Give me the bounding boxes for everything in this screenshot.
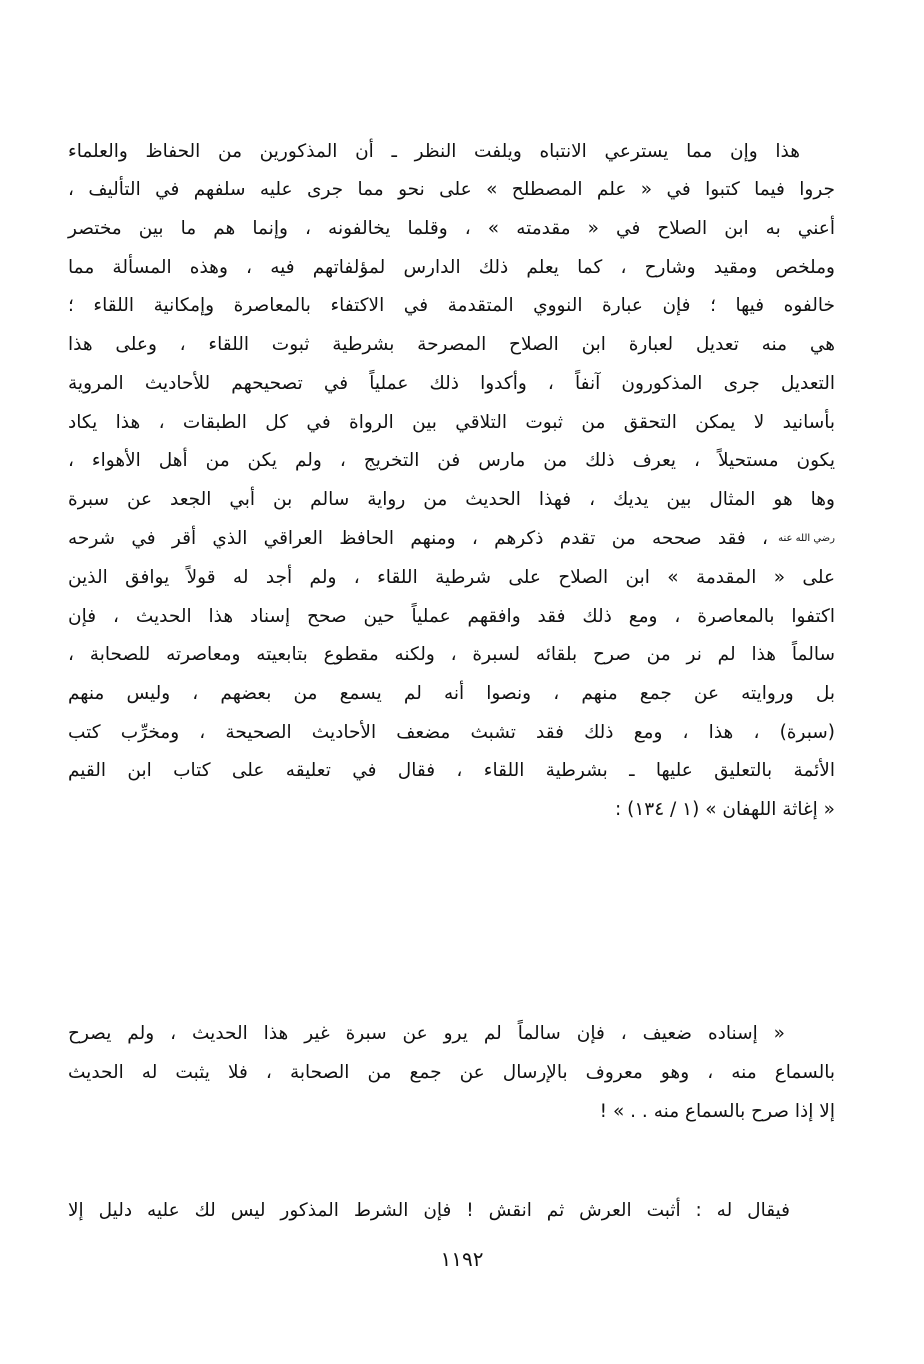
- text-line: يكون مستحيلاً ، يعرف ذلك من مارس فن التخريج ، ولم يكن من أهل الأهواء ،: [68, 450, 835, 471]
- text-line: وملخص ومقيد وشارح ، كما يعلم ذلك الدارس لمؤلفاتهم فيه ، وهذه المسألة مما: [68, 257, 835, 278]
- text-line: التعديل جرى المذكورون آنفاً ، وأكدوا ذلك عملياً في تصحيحهم للأحاديث المروية: [68, 373, 835, 394]
- quote-line: « إسناده ضعيف ، فإن سالماً لم يرو عن سبرة غير هذا الحديث ، ولم يصرح: [68, 1023, 785, 1044]
- text-line: خالفوه فيها ؛ فإن عبارة النووي المتقدمة في الاكتفاء بالمعاصرة وإمكانية اللقاء ؛: [68, 295, 835, 316]
- text-line: اكتفوا بالمعاصرة ، ومع ذلك فقد وافقهم عملياً حين صحح إسناد هذا الحديث ، فإن: [68, 606, 835, 627]
- text-line: الأئمة بالتعليق عليها ـ بشرطية اللقاء ، فقال في تعليقه على كتاب ابن القيم: [68, 760, 835, 781]
- text-line: جروا فيما كتبوا في « علم المصطلح » على نحو مما جرى عليه سلفهم في التأليف ،: [68, 179, 835, 200]
- text-line: بأسانيد لا يمكن التحقق من ثبوت التلاقي بين الرواة في كل الطبقات ، هذا يكاد: [68, 412, 835, 433]
- text-line: فيقال له : أثبت العرش ثم انقش ! فإن الشرط المذكور ليس لك عليه دليل إلا: [68, 1200, 790, 1221]
- text-line: « إغاثة اللهفان » (١ / ١٣٤) :: [615, 799, 835, 820]
- text-line: سالماً هذا لم نر من صرح بلقائه لسبرة ، ولكنه مقطوع بتابعيته ومعاصرته للصحابة ،: [68, 644, 835, 665]
- text-line: هي منه تعديل لعبارة ابن الصلاح المصرحة بشرطية ثبوت اللقاء ، وعلى هذا: [68, 334, 835, 355]
- text-line: على « المقدمة » ابن الصلاح على شرطية اللقاء ، ولم أجد له قولاً يوافق الذين: [68, 567, 835, 588]
- honorific-ligature: رضي الله عنه: [778, 533, 835, 544]
- text-line: ، فقد صححه من تقدم ذكرهم ، ومنهم الحافظ العراقي الذي أقر في شرحه: [68, 528, 768, 549]
- text-line: (سبرة) ، هذا ، ومع ذلك فقد تشبث مضعف الأحاديث الصحيحة ، ومخرِّب كتب: [68, 722, 835, 743]
- text-line: هذا وإن مما يسترعي الانتباه ويلفت النظر ـ أن المذكورين من الحفاظ والعلماء: [68, 141, 800, 162]
- text-line: بل وروايته عن جمع منهم ، ونصوا أنه لم يسمع من بعضهم ، وليس منهم: [68, 683, 835, 704]
- page-number: ١١٩٢: [440, 1247, 484, 1271]
- text-line: وها هو المثال بين يديك ، فهذا الحديث من رواية سالم بن أبي الجعد عن سبرة: [68, 489, 835, 510]
- quote-line: إلا إذا صرح بالسماع منه . . » !: [599, 1101, 835, 1122]
- text-line: أعني به ابن الصلاح في « مقدمته » ، وقلما يخالفونه ، وإنما هم ما بين مختصر: [68, 218, 835, 239]
- quote-line: بالسماع منه ، وهو معروف بالإرسال عن جمع من الصحابة ، فلا يثبت له الحديث: [68, 1062, 835, 1083]
